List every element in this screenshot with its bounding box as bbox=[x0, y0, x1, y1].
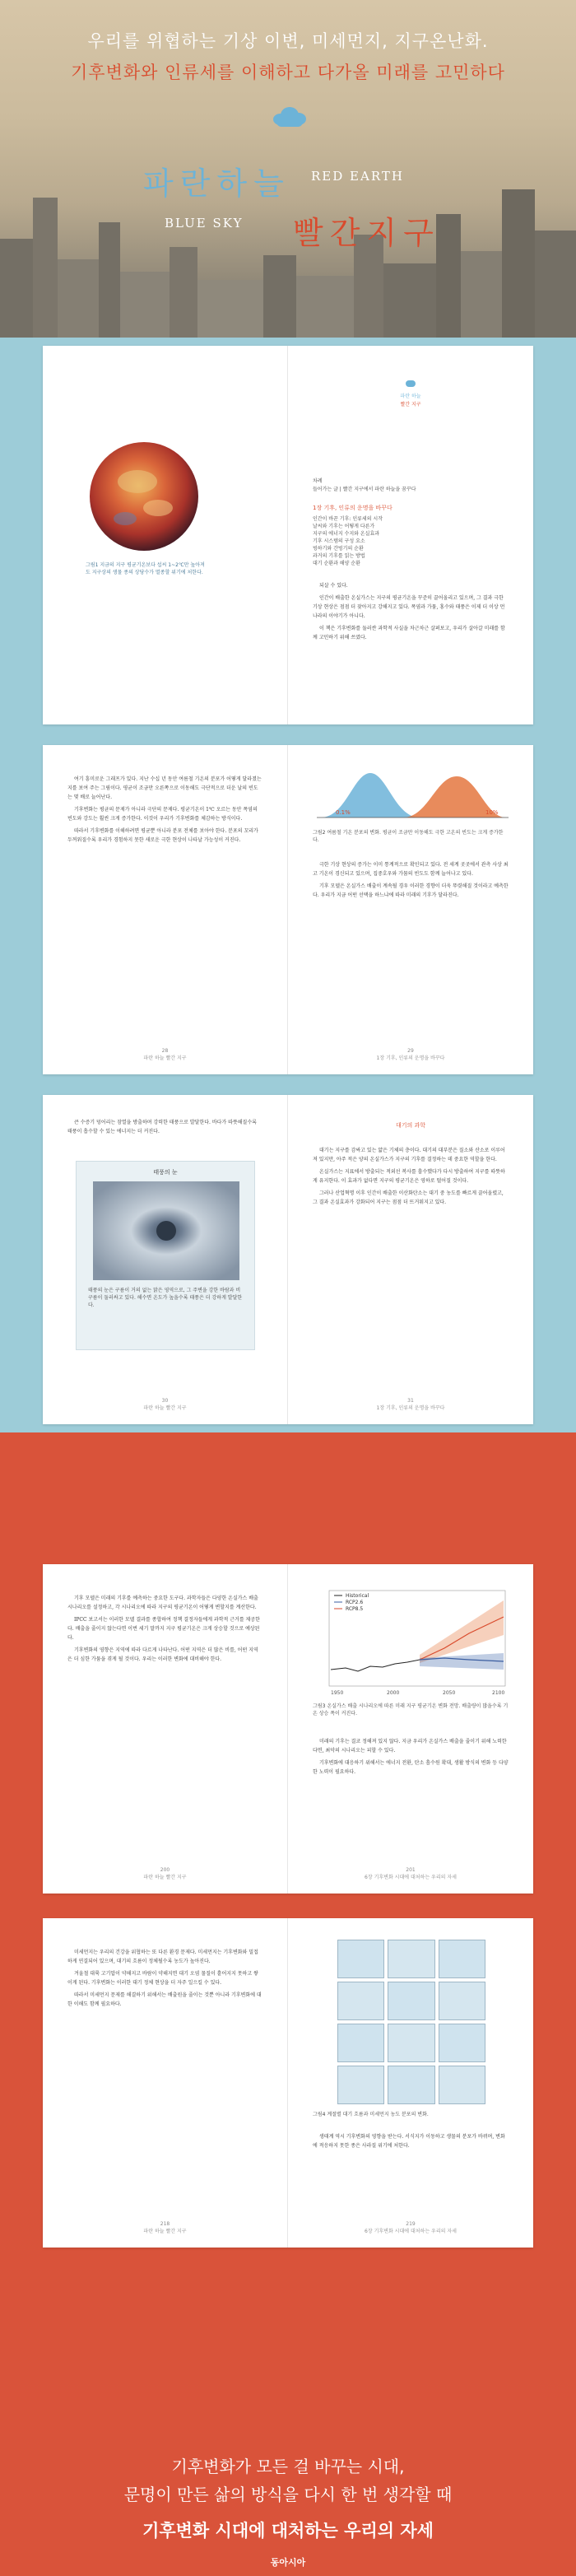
legend-historical: Historical bbox=[346, 1593, 369, 1599]
earth-heatmap-image bbox=[88, 440, 200, 552]
weather-map-panel bbox=[388, 2024, 434, 2062]
temperature-projection-chart bbox=[313, 1584, 510, 1699]
title-blue-sky-kr: 파란하늘 bbox=[143, 165, 290, 202]
book-spread-5 bbox=[43, 1918, 533, 2248]
weather-map-panel bbox=[439, 1940, 485, 1978]
info-box bbox=[76, 1161, 255, 1350]
chart-caption: 그림2 여름철 기온 분포의 변화. 평균이 조금만 이동해도 극한 고온의 빈도는 크게 증가한다. bbox=[313, 830, 504, 843]
paragraph: IPCC 보고서는 이러한 모델 결과를 종합하여 정책 결정자들에게 과학적 근거를 제공한다. 배출을 줄이지 않는다면 이번 세기 말까지 지구 평균기온은 크게 상승할 것으로 예상된다. bbox=[67, 1617, 260, 1641]
body-text bbox=[313, 2132, 509, 2154]
weather-map-panel bbox=[388, 1982, 434, 2020]
section-heading: 대기의 과학 bbox=[395, 1122, 426, 1129]
publisher-logo: 동아시아 bbox=[270, 2557, 306, 2568]
page-number: 201 6장 기후변화 시대에 대처하는 우리의 자세 bbox=[365, 1867, 457, 1880]
toc-item: 과거의 기후를 읽는 방법 bbox=[313, 553, 365, 559]
toc-item: 지구의 에너지 수지와 온실효과 bbox=[313, 531, 380, 537]
page-number: 219 6장 기후변화 시대에 대처하는 우리의 자세 bbox=[365, 2221, 457, 2234]
toc-item: 날씨와 기후는 어떻게 다른가 bbox=[313, 524, 375, 529]
cloud-icon bbox=[273, 105, 306, 127]
page-number: 30 파란 하늘 빨간 지구 bbox=[143, 1398, 187, 1411]
paragraph: 되살 수 있다. bbox=[319, 583, 348, 589]
paragraph: 생태계 역시 기후변화의 영향을 받는다. 서식지가 이동하고 생물의 분포가 바뀌며, 변화에 적응하지 못한 종은 사라질 위기에 처한다. bbox=[313, 2134, 505, 2149]
box-caption: 태풍의 눈은 구름이 거의 없는 맑은 영역으로, 그 주변을 강한 바람과 비구름이 둘러싸고 있다. 해수면 온도가 높을수록 태풍은 더 강하게 발달한다. bbox=[88, 1288, 243, 1308]
map-caption: 그림4 계절별 대기 흐름과 미세먼지 농도 분포의 변화. bbox=[313, 2112, 429, 2117]
building-silhouette bbox=[197, 280, 263, 338]
body-text bbox=[313, 860, 509, 903]
weather-map-panel bbox=[337, 1940, 384, 1978]
left-page bbox=[43, 1918, 288, 2248]
paragraph: 기후 모델은 온실가스 배출이 계속될 경우 이러한 경향이 더욱 뚜렷해질 것이라고 예측한다. 우리가 지금 어떤 선택을 하느냐에 따라 미래의 기후가 달라진다. bbox=[313, 883, 509, 898]
building-silhouette bbox=[502, 189, 535, 338]
left-page bbox=[43, 745, 288, 1074]
hero-banner bbox=[0, 0, 576, 338]
box-title: 태풍의 눈 bbox=[153, 1169, 178, 1176]
paragraph: 기후변화는 평균의 문제가 아니라 극단의 문제다. 평균기온이 1℃ 오르는 동안 폭염의 빈도와 강도는 훨씬 크게 증가한다. 이것이 우리가 기후변화를 체감하는 방식이다. bbox=[67, 807, 258, 822]
legend-rcp85: RCP8.5 bbox=[346, 1606, 364, 1612]
body-text bbox=[67, 775, 262, 848]
x-tick: 2100 bbox=[492, 1690, 505, 1696]
right-page bbox=[288, 346, 533, 724]
paragraph: 미세먼지는 우리의 건강을 위협하는 또 다른 환경 문제다. 미세먼지는 기후변화와 밀접하게 연결되어 있으며, 대기의 흐름이 정체될수록 농도가 높아진다. bbox=[67, 1949, 258, 1964]
building-silhouette bbox=[33, 198, 58, 338]
paragraph: 그러나 산업혁명 이후 인간이 배출한 이산화탄소는 대기 중 농도를 빠르게 끌어올렸고, 그 결과 온실효과가 강화되어 지구는 점점 더 뜨거워지고 있다. bbox=[313, 1190, 504, 1205]
paragraph: 이 책은 기후변화를 둘러싼 과학적 사실을 차근차근 살펴보고, 우리가 살아갈 미래를 함께 고민하기 위해 쓰였다. bbox=[313, 626, 505, 641]
paragraph: 대기는 지구를 감싸고 있는 얇은 기체의 층이다. 대기의 대부분은 질소와 산소로 이루어져 있지만, 아주 적은 양의 온실가스가 지구의 기후를 결정하는 데 중요한 역할을 한다. bbox=[313, 1148, 505, 1162]
title-blue-sky-en: BLUE SKY bbox=[165, 216, 244, 231]
building-silhouette bbox=[170, 247, 197, 338]
footer-line-1: 기후변화가 모든 걸 바꾸는 시대, bbox=[171, 2457, 405, 2476]
title-red-earth-en: RED EARTH bbox=[311, 169, 404, 184]
small-title-sub: 빨간 지구 bbox=[400, 402, 421, 408]
typhoon-eye-image bbox=[93, 1181, 239, 1280]
toc-item: 대기 순환과 해양 순환 bbox=[313, 561, 360, 566]
building-silhouette bbox=[0, 239, 33, 338]
chart-caption: 그림3 온실가스 배출 시나리오에 따른 미래 지구 평균기온 변화 전망. 배출량이 많을수록 기온 상승 폭이 커진다. bbox=[313, 1703, 509, 1717]
building-silhouette bbox=[58, 259, 99, 338]
title-red-earth-kr: 빨간지구 bbox=[293, 215, 440, 251]
right-page bbox=[288, 745, 533, 1074]
hero-tagline-1: 우리를 위협하는 기상 이변, 미세먼지, 지구온난화. bbox=[87, 31, 489, 51]
hero-tagline-2: 기후변화와 인류세를 이해하고 다가올 미래를 고민하다 bbox=[71, 63, 505, 82]
right-page bbox=[288, 1095, 533, 1424]
paragraph: 따라서 미세먼지 문제를 해결하기 위해서는 배출원을 줄이는 것뿐 아니라 기후변화에 대한 이해도 함께 필요하다. bbox=[67, 1992, 262, 2007]
paragraph: 따라서 기후변화를 이해하려면 평균뿐 아니라 분포 전체를 보아야 한다. 분포의 꼬리가 두꺼워질수록 우리가 경험하지 못한 새로운 극한 현상이 나타날 가능성이 커진다. bbox=[67, 828, 258, 843]
page-number: 200 파란 하늘 빨간 지구 bbox=[143, 1867, 187, 1880]
body-text bbox=[313, 1737, 509, 1780]
chart-label-right: 10% bbox=[485, 809, 499, 816]
left-page bbox=[43, 1095, 288, 1424]
building-silhouette bbox=[383, 263, 436, 338]
legend-rcp26: RCP2.6 bbox=[346, 1600, 364, 1605]
weather-map-panel bbox=[439, 1982, 485, 2020]
weather-map-panel bbox=[439, 2024, 485, 2062]
weather-map-panel bbox=[337, 1982, 384, 2020]
paragraph: 극한 기상 현상의 증가는 이미 통계적으로 확인되고 있다. 전 세계 곳곳에서 관측 사상 최고 기온이 경신되고 있으며, 집중호우와 가뭄의 빈도도 함께 늘어나고 있다. bbox=[313, 862, 509, 877]
paragraph: 여기 흥미로운 그래프가 있다. 지난 수십 년 동안 여름철 기온의 분포가 어떻게 달라졌는지를 보여 주는 그림이다. 평균이 조금만 오른쪽으로 이동해도 극단적으로 더운 날의 빈도는 몇 배로 늘어난다. bbox=[67, 776, 262, 800]
footer-line-2: 문명이 만든 삶의 방식을 다시 한 번 생각할 때 bbox=[123, 2485, 453, 2504]
paragraph: 인간이 배출한 온실가스는 지구의 평균기온을 꾸준히 끌어올리고 있으며, 그 결과 극한 기상 현상은 점점 더 잦아지고 강해지고 있다. 폭염과 가뭄, 홍수와 태풍은 이제 더 이상 먼 나라의 이야기가 아니다. bbox=[313, 595, 505, 619]
building-silhouette bbox=[461, 251, 502, 338]
left-page bbox=[43, 1564, 288, 1894]
paragraph: 기후변화의 영향은 지역에 따라 다르게 나타난다. 어떤 지역은 더 많은 비를, 어떤 지역은 더 심한 가뭄을 겪게 될 것이다. 우리는 이러한 변화에 대비해야 한다. bbox=[67, 1647, 258, 1662]
earth-caption: 그림1 지금의 지구 평균기온보다 섭씨 1~2℃만 높아져도 지구상의 생물 종의 상당수가 멸종할 위기에 처한다. bbox=[86, 562, 205, 575]
x-tick: 2050 bbox=[443, 1690, 456, 1696]
paragraph: 겨울철 대륙 고기압이 약해지고 바람이 약해지면 대기 오염 물질이 흩어지지 못하고 쌓이게 된다. 기후변화는 이러한 대기 정체 현상을 더 자주 일으킬 수 있다. bbox=[67, 1971, 258, 1986]
weather-map-panel bbox=[337, 2066, 384, 2104]
building-silhouette bbox=[120, 272, 170, 338]
body-text bbox=[67, 1118, 262, 1139]
x-tick: 1950 bbox=[331, 1690, 344, 1696]
body-text bbox=[313, 1146, 509, 1210]
toc-item: 인간이 바꾼 기후: 인류세의 시작 bbox=[313, 516, 383, 522]
small-title-kr: 파란 하늘 bbox=[400, 394, 421, 399]
right-page bbox=[288, 1918, 533, 2248]
chart-label-left: 0.1% bbox=[336, 809, 351, 816]
paragraph: 큰 수증기 덩어리는 잠열을 방출하며 강력한 태풍으로 발달한다. 바다가 따뜻해질수록 태풍이 흡수할 수 있는 에너지는 더 커진다. bbox=[67, 1120, 257, 1134]
building-silhouette bbox=[296, 276, 354, 338]
x-tick: 2000 bbox=[387, 1690, 400, 1696]
weather-map-panel bbox=[388, 1940, 434, 1978]
book-spread-4 bbox=[43, 1564, 533, 1894]
toc-item: 빙하기와 간빙기의 순환 bbox=[313, 546, 364, 552]
body-text bbox=[67, 1948, 262, 2012]
toc-label: 차례 bbox=[313, 478, 323, 484]
toc-item: 기후 시스템의 구성 요소 bbox=[313, 538, 365, 544]
book-spread-1 bbox=[43, 346, 533, 724]
right-page bbox=[288, 1564, 533, 1894]
left-page bbox=[43, 346, 288, 724]
paragraph: 미래의 기후는 결코 정해져 있지 않다. 지금 우리가 온실가스 배출을 줄이기 위해 노력한다면, 최악의 시나리오는 피할 수 있다. bbox=[313, 1739, 507, 1754]
body-text bbox=[313, 581, 509, 645]
temperature-distribution-chart bbox=[313, 766, 510, 824]
toc-intro: 들어가는 글 | 빨간 지구에서 파란 하늘을 꿈꾸다 bbox=[313, 487, 416, 492]
footer-line-3: 기후변화 시대에 대처하는 우리의 자세 bbox=[142, 2521, 434, 2541]
page-number: 218 파란 하늘 빨간 지구 bbox=[143, 2221, 187, 2234]
weather-map-grid bbox=[337, 1940, 485, 2104]
building-silhouette bbox=[263, 255, 296, 338]
toc-heading: 1장 기후, 인류의 운명을 바꾸다 bbox=[313, 505, 393, 511]
weather-map-panel bbox=[439, 2066, 485, 2104]
weather-map-panel bbox=[337, 2024, 384, 2062]
historical-line bbox=[331, 1660, 420, 1671]
page-number: 28 파란 하늘 빨간 지구 bbox=[143, 1048, 187, 1061]
paragraph: 온실가스는 지표에서 방출되는 적외선 복사를 흡수했다가 다시 방출하여 지구를 따뜻하게 유지한다. 이 효과가 없다면 지구의 평균기온은 영하로 떨어질 것이다. bbox=[313, 1169, 505, 1184]
paragraph: 기후 모델은 미래의 기후를 예측하는 중요한 도구다. 과학자들은 다양한 온실가스 배출 시나리오를 설정하고, 각 시나리오에 따라 지구의 평균기온이 어떻게 변할지를 계산한다. bbox=[67, 1595, 258, 1610]
body-text bbox=[67, 1594, 262, 1667]
book-spread-2 bbox=[43, 745, 533, 1074]
building-silhouette bbox=[99, 222, 120, 338]
page-number: 31 1장 기후, 인류의 운명을 바꾸다 bbox=[376, 1398, 445, 1411]
book-spread-3 bbox=[43, 1095, 533, 1424]
weather-map-panel bbox=[388, 2066, 434, 2104]
toc-list bbox=[313, 515, 510, 567]
paragraph: 기후변화에 대응하기 위해서는 에너지 전환, 탄소 흡수원 확대, 생활 방식의 변화 등 다양한 노력이 필요하다. bbox=[313, 1760, 509, 1775]
page-number: 29 1장 기후, 인류의 운명을 바꾸다 bbox=[376, 1048, 445, 1061]
small-cloud-icon bbox=[406, 380, 416, 387]
building-silhouette bbox=[535, 231, 576, 338]
